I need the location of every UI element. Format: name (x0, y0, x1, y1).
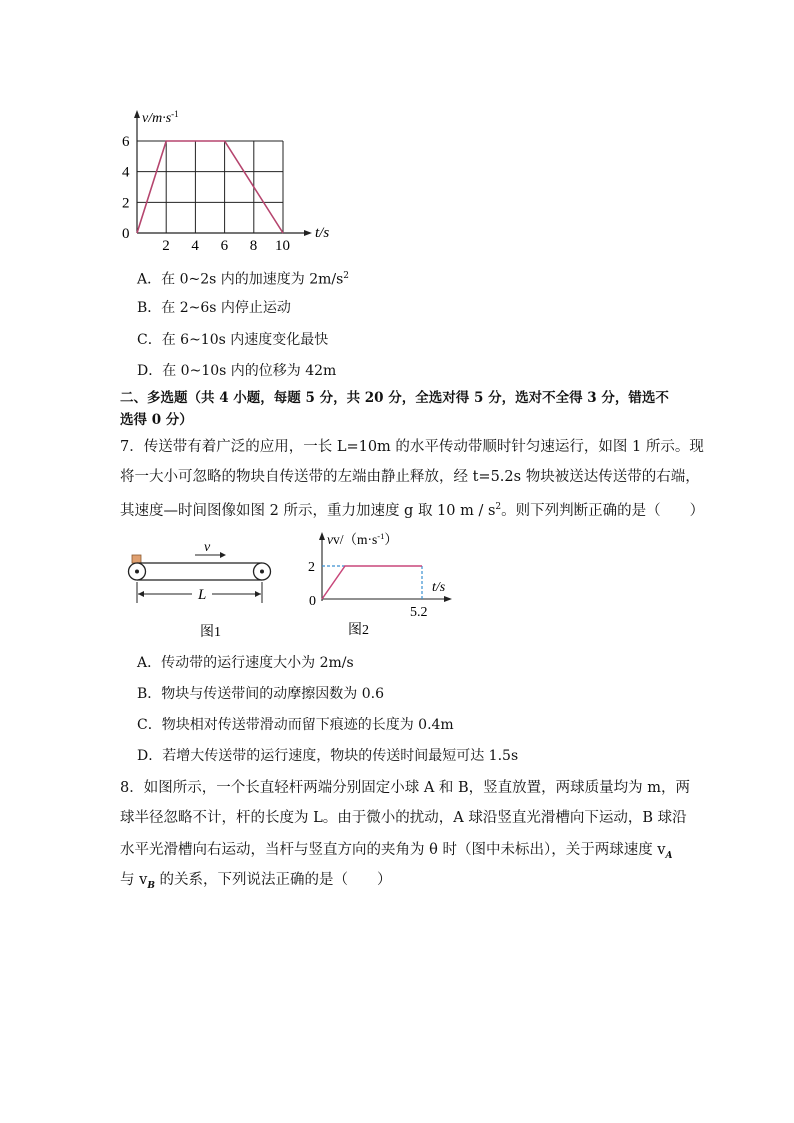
conveyor-belt-figure (120, 530, 280, 645)
fig2-y-arrow (319, 532, 325, 540)
x-tick-label: 8 (249, 238, 258, 254)
section-heading-line1: 二、多选题（共 4 小题，每题 5 分，共 20 分，全选对得 5 分，选对不全得 3 分，错选不 (120, 390, 669, 406)
fig2-x-label: t/s (432, 580, 446, 595)
q8-line1: 8．如图所示，一个长直轻杆两端分别固定小球 A 和 B，竖直放置，两球质量均为 m，两 (120, 780, 691, 796)
q6-option-d: D．在 0~10s 内的位移为 42m (137, 363, 337, 379)
q7-option-d: D．若增大传送带的运行速度，物块的传送时间最短可达 1.5s (137, 748, 519, 764)
figure2-velocity-graph (300, 528, 460, 645)
right-roller-axle (260, 570, 264, 574)
q6-option-a: A．在 0~2s 内的加速度为 $2m/s^2$ (137, 271, 350, 288)
left-roller-axle (135, 570, 139, 574)
velocity-arrow-head (220, 552, 226, 558)
q6-option-b: B．在 2~6s 内停止运动 (137, 300, 291, 316)
block (132, 555, 141, 563)
y-tick-label: 2 (122, 195, 130, 212)
graph-axes (134, 110, 312, 236)
section-heading-line2: 选得 0 分） (120, 412, 193, 428)
x-tick-label: 10 (275, 238, 290, 254)
figure1-caption: 图1 (200, 625, 221, 640)
x-axis-label: t/s (315, 225, 330, 241)
graph-tick-labels (122, 134, 290, 254)
q7-option-b: B．物块与传送带间的动摩擦因数为 0.6 (137, 686, 385, 702)
q8-line4: 与 $v_B$ 的关系，下列说法正确的是（ ） (120, 872, 392, 891)
figure2-caption: 图2 (348, 623, 369, 638)
velocity-time-graph (110, 100, 350, 255)
y-tick-label: 4 (122, 164, 130, 181)
fig2-velocity-line (322, 566, 422, 599)
fig2-x-arrow (444, 596, 452, 602)
y-axis-label: $v/m\cdot s^{-1}$ (142, 109, 179, 126)
q7-option-c: C．物块相对传送带滑动而留下痕迹的长度为 0.4m (137, 717, 454, 733)
x-axis-arrow (304, 230, 312, 236)
q7-line3: 其速度—时间图像如图 2 所示，重力加速度 g 取 10 m / $s^2$。则下列判断正确的是（ ） (120, 502, 705, 519)
q6-option-c: C．在 6~10s 内速度变化最快 (137, 332, 329, 348)
q8-line2: 球半径忽略不计，杆的长度为 L。由于微小的扰动，A 球沿竖直光滑槽向下运动，B 球沿 (120, 810, 687, 826)
fig2-x-tick: 5.2 (410, 605, 428, 620)
x-tick-label: 4 (191, 238, 199, 254)
q7-line1: 7．传送带有着广泛的应用，一长 L=10m 的水平传动带顺时针匀速运行，如图 1 所示。现 (120, 439, 704, 455)
velocity-line (137, 141, 283, 233)
length-arrow-head-right (255, 591, 261, 597)
q7-option-a: A．传动带的运行速度大小为 2m/s (137, 655, 354, 671)
x-tick-label: 2 (162, 238, 170, 254)
length-arrow-head-left (138, 591, 144, 597)
q7-line2: 将一大小可忽略的物块自传送带的左端由静止释放，经 t=5.2s 物块被送达传送带的右端， (120, 469, 700, 485)
fig2-y-tick: 2 (308, 560, 315, 575)
fig2-y-label: $vv/(m\cdot s^{-1})$ (327, 531, 398, 547)
q8-line3: 水平光滑槽向右运动，当杆与竖直方向的夹角为 θ 时（图中未标出），关于两球速度 $v_A$ (120, 842, 673, 861)
length-label: L (198, 587, 207, 603)
y-tick-label: 0 (122, 226, 130, 242)
fig2-origin: 0 (309, 594, 316, 609)
y-axis-arrow (134, 110, 140, 118)
y-tick-label: 6 (122, 134, 130, 150)
velocity-label: v (204, 540, 211, 555)
x-tick-label: 6 (220, 238, 229, 254)
graph-grid (137, 141, 283, 233)
